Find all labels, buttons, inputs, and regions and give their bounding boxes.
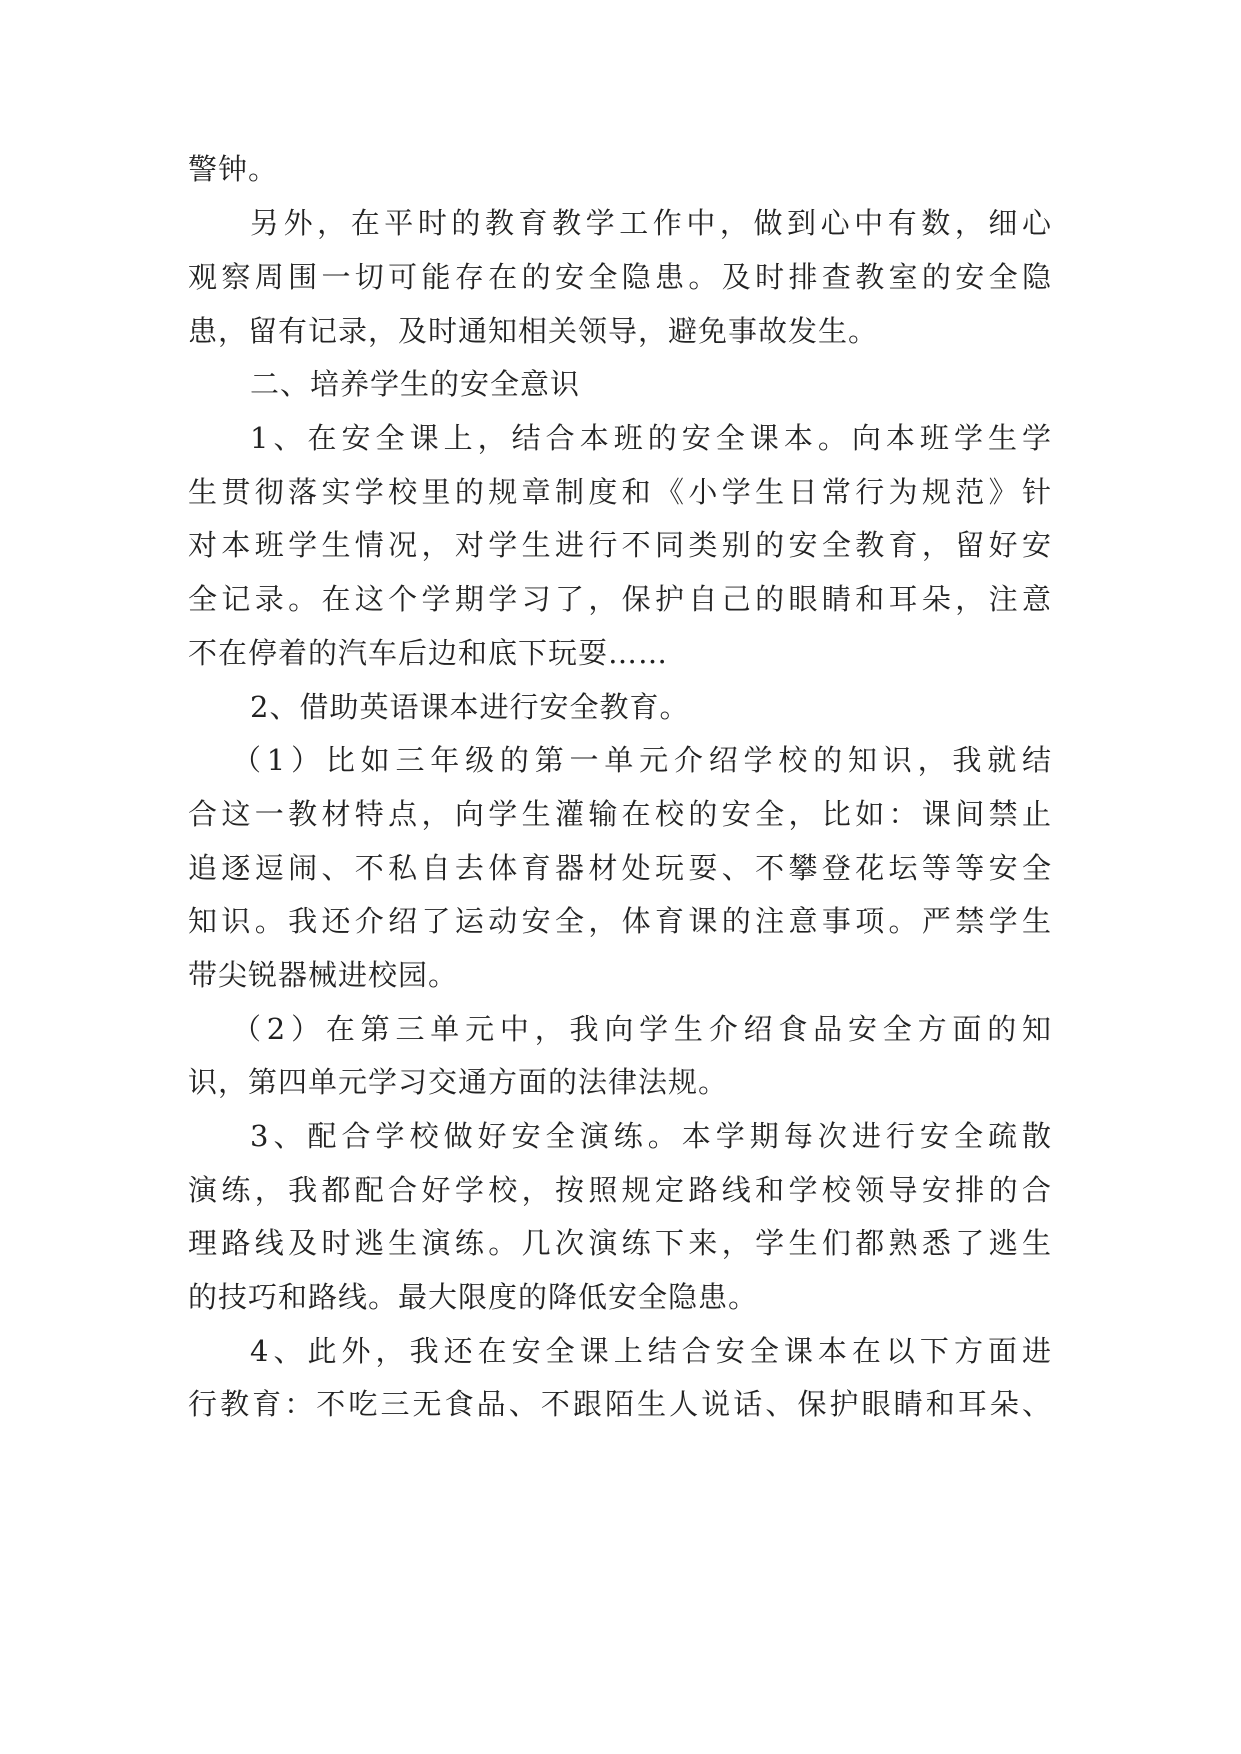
text-line: 对本班学生情况，对学生进行不同类别的安全教育，留好安 — [188, 528, 1052, 562]
text-line: 演练，我都配合好学校，按照规定路线和学校领导安排的合 — [188, 1173, 1052, 1207]
text-line: 警钟。 — [188, 152, 279, 186]
text-line: （2）在第三单元中，我向学生介绍食品安全方面的知 — [232, 1012, 1052, 1046]
text-line: 生贯彻落实学校里的规章制度和《小学生日常行为规范》针 — [188, 475, 1052, 509]
text-line: 的技巧和路线。最大限度的降低安全隐患。 — [188, 1280, 759, 1314]
text-line: 识，第四单元学习交通方面的法律法规。 — [188, 1065, 729, 1099]
text-line: 1、在安全课上，结合本班的安全课本。向本班学生学 — [250, 421, 1052, 455]
text-line: 合这一教材特点，向学生灌输在校的安全，比如：课间禁止 — [188, 797, 1052, 831]
text-line: 理路线及时逃生演练。几次演练下来，学生们都熟悉了逃生 — [188, 1226, 1052, 1260]
text-line: 3、配合学校做好安全演练。本学期每次进行安全疏散 — [250, 1119, 1052, 1153]
text-line: 全记录。在这个学期学习了，保护自己的眼睛和耳朵，注意 — [188, 582, 1052, 616]
text-line: 知识。我还介绍了运动安全，体育课的注意事项。严禁学生 — [188, 904, 1052, 938]
text-line: 观察周围一切可能存在的安全隐患。及时排查教室的安全隐 — [188, 260, 1052, 294]
text-line: 行教育：不吃三无食品、不跟陌生人说话、保护眼睛和耳朵、 — [188, 1387, 1052, 1421]
text-line: 不在停着的汽车后边和底下玩耍…… — [188, 636, 669, 670]
text-line: 追逐逗闹、不私自去体育器材处玩耍、不攀登花坛等等安全 — [188, 851, 1052, 885]
text-line: 带尖锐器械进校园。 — [188, 958, 459, 992]
section-heading: 二、培养学生的安全意识 — [250, 367, 581, 401]
text-line: 2、借助英语课本进行安全教育。 — [250, 690, 690, 724]
text-line: 另外，在平时的教育教学工作中，做到心中有数，细心 — [250, 206, 1052, 240]
text-line: （1）比如三年级的第一单元介绍学校的知识，我就结 — [232, 743, 1052, 777]
text-line: 4、此外，我还在安全课上结合安全课本在以下方面进 — [250, 1334, 1052, 1368]
text-line: 患，留有记录，及时通知相关领导，避免事故发生。 — [188, 314, 879, 348]
